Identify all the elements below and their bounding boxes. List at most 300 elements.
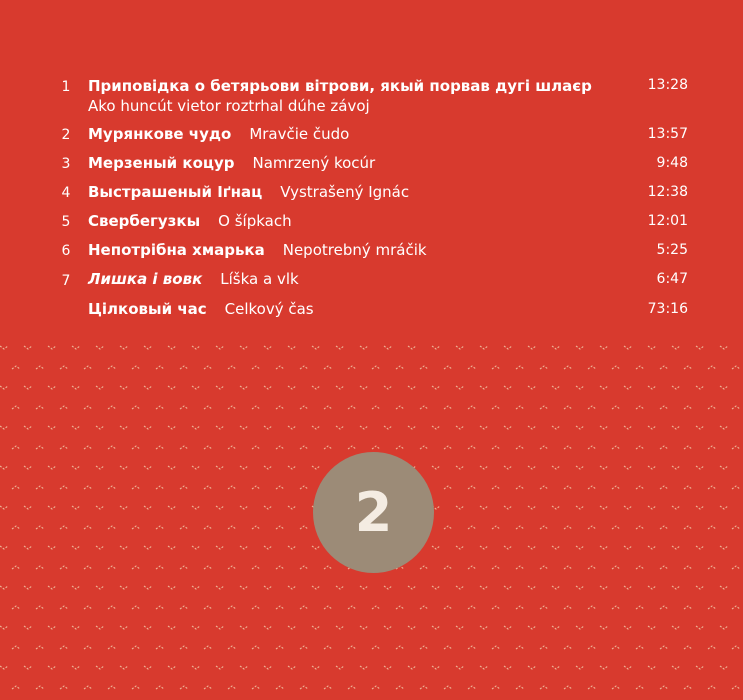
chevron-mark [108, 606, 116, 609]
chevron-mark [672, 626, 680, 629]
chevron-mark [516, 526, 524, 529]
chevron-mark [672, 546, 680, 549]
chevron-mark [732, 406, 740, 409]
chevron-mark [648, 666, 656, 669]
chevron-mark [252, 406, 260, 409]
chevron-mark [132, 686, 140, 689]
chevron-mark [204, 646, 212, 649]
chevron-mark [456, 466, 464, 469]
chevron-mark [648, 426, 656, 429]
chevron-mark [720, 346, 728, 349]
chevron-mark [216, 546, 224, 549]
chevron-mark [492, 446, 500, 449]
chevron-mark [96, 546, 104, 549]
chevron-mark [216, 426, 224, 429]
chevron-mark [420, 686, 428, 689]
chevron-mark [48, 666, 56, 669]
chevron-mark [156, 686, 164, 689]
chevron-mark [492, 526, 500, 529]
chevron-mark [492, 606, 500, 609]
chevron-mark [264, 586, 272, 589]
chevron-mark [228, 526, 236, 529]
chevron-mark [552, 666, 560, 669]
chevron-mark [456, 346, 464, 349]
chevron-mark [432, 626, 440, 629]
chevron-mark [12, 606, 20, 609]
chevron-mark [336, 666, 344, 669]
chevron-mark [360, 626, 368, 629]
chevron-mark [36, 446, 44, 449]
chevron-mark [48, 426, 56, 429]
chevron-mark [120, 666, 128, 669]
chevron-mark [468, 486, 476, 489]
chevron-mark [660, 366, 668, 369]
chevron-mark [348, 366, 356, 369]
track-title-sk: Líška a vlk [220, 270, 299, 288]
chevron-mark [288, 426, 296, 429]
chevron-mark [432, 346, 440, 349]
chevron-mark [72, 426, 80, 429]
chevron-mark [192, 546, 200, 549]
chevron-mark [276, 446, 284, 449]
chevron-mark [0, 586, 8, 589]
chevron-mark [432, 586, 440, 589]
chevron-mark [168, 346, 176, 349]
track-title-sk: O šípkach [218, 212, 292, 230]
chevron-mark [228, 446, 236, 449]
chevron-mark [684, 406, 692, 409]
chevron-mark [264, 426, 272, 429]
chevron-mark [24, 426, 32, 429]
chevron-mark [576, 466, 584, 469]
chevron-mark [132, 446, 140, 449]
chevron-mark [120, 386, 128, 389]
chevron-mark [120, 546, 128, 549]
chevron-mark [540, 686, 548, 689]
chevron-mark [420, 406, 428, 409]
chevron-mark [348, 446, 356, 449]
chevron-mark [132, 606, 140, 609]
chevron-mark [108, 366, 116, 369]
chevron-mark [156, 566, 164, 569]
chevron-mark [624, 386, 632, 389]
chevron-mark [624, 626, 632, 629]
chevron-mark [180, 526, 188, 529]
chevron-mark [540, 366, 548, 369]
chevron-mark [552, 546, 560, 549]
chevron-mark [444, 406, 452, 409]
chevron-mark [384, 626, 392, 629]
chevron-mark [600, 546, 608, 549]
chevron-mark [432, 426, 440, 429]
chevron-mark [384, 586, 392, 589]
chevron-mark [24, 346, 32, 349]
chevron-mark [264, 346, 272, 349]
chevron-mark [444, 686, 452, 689]
chevron-mark [300, 446, 308, 449]
track-title-ua: Мерзеный коцур [88, 154, 235, 172]
chevron-mark [648, 546, 656, 549]
chevron-mark [24, 586, 32, 589]
chevron-mark [480, 586, 488, 589]
chevron-mark [240, 466, 248, 469]
chevron-mark [684, 526, 692, 529]
chevron-mark [528, 586, 536, 589]
chevron-mark [312, 546, 320, 549]
chevron-mark [12, 526, 20, 529]
chevron-mark [84, 366, 92, 369]
chevron-mark [48, 346, 56, 349]
chevron-mark [204, 366, 212, 369]
total-label-sk: Celkový čas [224, 300, 314, 318]
chevron-mark [672, 506, 680, 509]
chevron-mark [240, 626, 248, 629]
chevron-mark [180, 486, 188, 489]
chevron-mark [432, 466, 440, 469]
chevron-mark [252, 486, 260, 489]
chevron-mark [720, 386, 728, 389]
chevron-mark [480, 506, 488, 509]
chevron-mark [252, 526, 260, 529]
chevron-mark [36, 526, 44, 529]
chevron-mark [168, 626, 176, 629]
chevron-mark [420, 606, 428, 609]
chevron-mark [252, 446, 260, 449]
chevron-mark [468, 646, 476, 649]
chevron-mark [612, 366, 620, 369]
chevron-mark [240, 426, 248, 429]
chevron-mark [276, 486, 284, 489]
track-duration: 6:47 [656, 271, 688, 287]
chevron-mark [372, 446, 380, 449]
track-number: 4 [61, 185, 71, 201]
chevron-mark [216, 346, 224, 349]
chevron-mark [588, 406, 596, 409]
chevron-mark [96, 586, 104, 589]
chevron-mark [252, 646, 260, 649]
chevron-mark [564, 606, 572, 609]
chevron-mark [72, 546, 80, 549]
chevron-mark [636, 406, 644, 409]
total-label-ua: Цілковый час [88, 300, 207, 318]
chevron-mark [660, 526, 668, 529]
chevron-mark [12, 446, 20, 449]
chevron-mark [24, 546, 32, 549]
chevron-mark [504, 626, 512, 629]
chevron-mark [120, 586, 128, 589]
track-title-sk: Vystrašený Ignác [280, 183, 410, 201]
chevron-mark [336, 426, 344, 429]
chevron-mark [612, 646, 620, 649]
chevron-mark [504, 586, 512, 589]
chevron-mark [144, 346, 152, 349]
chevron-mark [732, 446, 740, 449]
chevron-mark [636, 526, 644, 529]
chevron-mark [180, 646, 188, 649]
chevron-mark [336, 626, 344, 629]
chevron-mark [696, 426, 704, 429]
chevron-mark [0, 506, 8, 509]
chevron-mark [600, 466, 608, 469]
chevron-mark [228, 606, 236, 609]
chevron-mark [468, 446, 476, 449]
chevron-mark [36, 406, 44, 409]
chevron-mark [264, 506, 272, 509]
chevron-mark [168, 506, 176, 509]
chevron-mark [96, 426, 104, 429]
chevron-mark [444, 446, 452, 449]
chevron-mark [108, 566, 116, 569]
chevron-mark [528, 546, 536, 549]
chevron-mark [252, 566, 260, 569]
chevron-mark [492, 486, 500, 489]
chevron-mark [96, 626, 104, 629]
chevron-mark [132, 526, 140, 529]
chevron-mark [228, 646, 236, 649]
chevron-mark [264, 626, 272, 629]
chevron-mark [288, 466, 296, 469]
chevron-mark [372, 606, 380, 609]
chevron-mark [576, 626, 584, 629]
chevron-mark [48, 466, 56, 469]
chevron-mark [132, 486, 140, 489]
chevron-mark [336, 346, 344, 349]
chevron-mark [324, 366, 332, 369]
chevron-mark [324, 446, 332, 449]
chevron-mark [192, 386, 200, 389]
chevron-mark [60, 526, 68, 529]
chevron-mark [468, 566, 476, 569]
chevron-mark [0, 346, 8, 349]
chevron-mark [228, 686, 236, 689]
chevron-mark [336, 586, 344, 589]
chevron-mark [732, 646, 740, 649]
chevron-mark [228, 486, 236, 489]
chevron-mark [288, 586, 296, 589]
chevron-mark [396, 606, 404, 609]
chevron-mark [120, 506, 128, 509]
track-titles [88, 124, 349, 143]
chevron-mark [564, 446, 572, 449]
chevron-mark [540, 646, 548, 649]
chevron-mark [192, 586, 200, 589]
chevron-mark [660, 446, 668, 449]
chevron-mark [456, 506, 464, 509]
chevron-mark [660, 486, 668, 489]
chevron-mark [216, 506, 224, 509]
chevron-mark [72, 386, 80, 389]
chevron-mark [516, 406, 524, 409]
chevron-mark [336, 386, 344, 389]
chevron-mark [672, 426, 680, 429]
chevron-mark [612, 486, 620, 489]
chevron-mark [672, 346, 680, 349]
chevron-mark [84, 486, 92, 489]
chevron-mark [624, 546, 632, 549]
chevron-mark [720, 626, 728, 629]
chevron-mark [216, 466, 224, 469]
chevron-mark [588, 446, 596, 449]
track-duration: 13:57 [647, 126, 688, 142]
chevron-mark [684, 686, 692, 689]
chevron-mark [732, 606, 740, 609]
chevron-mark [276, 686, 284, 689]
total-labels [88, 299, 314, 318]
chevron-mark [732, 566, 740, 569]
chevron-mark [684, 646, 692, 649]
chevron-mark [300, 486, 308, 489]
chevron-mark [168, 586, 176, 589]
chevron-mark [48, 546, 56, 549]
track-title-ua: Мурянкове чудо [88, 125, 232, 143]
chevron-mark [696, 346, 704, 349]
chevron-mark [636, 486, 644, 489]
chevron-mark [180, 366, 188, 369]
chevron-mark [12, 486, 20, 489]
chevron-mark [312, 386, 320, 389]
track-number: 5 [61, 214, 71, 230]
track-titles [88, 211, 292, 230]
chevron-mark [600, 426, 608, 429]
chevron-mark [276, 606, 284, 609]
chevron-mark [120, 466, 128, 469]
chevron-mark [240, 586, 248, 589]
chevron-mark [132, 366, 140, 369]
chevron-mark [732, 526, 740, 529]
chevron-mark [324, 606, 332, 609]
chevron-mark [528, 506, 536, 509]
track-titles [88, 240, 427, 259]
chevron-mark [504, 466, 512, 469]
chevron-mark [300, 686, 308, 689]
chevron-mark [696, 626, 704, 629]
chevron-mark [60, 566, 68, 569]
track-duration: 12:38 [647, 184, 688, 200]
track-title-ua: Приповідка о бетярьови вітрови, якый порвав дугі шлаєр [88, 77, 592, 95]
chevron-mark [468, 526, 476, 529]
chevron-mark [264, 546, 272, 549]
chevron-mark [504, 666, 512, 669]
chevron-mark [420, 646, 428, 649]
chevron-mark [12, 686, 20, 689]
chevron-mark [720, 666, 728, 669]
chevron-mark [36, 686, 44, 689]
chevron-mark [480, 386, 488, 389]
chevron-mark [300, 366, 308, 369]
chevron-mark [492, 686, 500, 689]
chevron-mark [132, 406, 140, 409]
chevron-mark [192, 426, 200, 429]
chevron-mark [432, 666, 440, 669]
chevron-mark [108, 486, 116, 489]
chevron-mark [576, 426, 584, 429]
chevron-mark [84, 566, 92, 569]
chevron-mark [456, 546, 464, 549]
chevron-mark [504, 346, 512, 349]
chevron-mark [528, 626, 536, 629]
chevron-mark [264, 386, 272, 389]
chevron-mark [480, 546, 488, 549]
chevron-mark [348, 686, 356, 689]
chevron-mark [540, 526, 548, 529]
track-duration: 9:48 [656, 155, 688, 171]
chevron-mark [36, 566, 44, 569]
chevron-mark [696, 506, 704, 509]
chevron-mark [468, 406, 476, 409]
chevron-mark [312, 666, 320, 669]
chevron-mark [612, 606, 620, 609]
chevron-mark [636, 366, 644, 369]
chevron-mark [72, 586, 80, 589]
chevron-mark [384, 666, 392, 669]
chevron-mark [696, 546, 704, 549]
chevron-mark [516, 446, 524, 449]
chevron-mark [216, 666, 224, 669]
chevron-mark [444, 606, 452, 609]
track-title-ua: Свербегузкы [88, 212, 201, 230]
chevron-mark [564, 646, 572, 649]
chevron-mark [252, 366, 260, 369]
chevron-mark [672, 386, 680, 389]
chevron-mark [396, 686, 404, 689]
chevron-mark [528, 346, 536, 349]
chevron-mark [552, 626, 560, 629]
chevron-mark [636, 566, 644, 569]
chevron-mark [120, 426, 128, 429]
chevron-mark [624, 466, 632, 469]
chevron-mark [84, 526, 92, 529]
track-titles [88, 153, 375, 172]
chevron-mark [732, 686, 740, 689]
disc-number: 2 [354, 481, 393, 544]
chevron-mark [384, 346, 392, 349]
chevron-mark [672, 466, 680, 469]
chevron-mark [708, 366, 716, 369]
chevron-mark [288, 386, 296, 389]
chevron-mark [588, 606, 596, 609]
chevron-mark [612, 686, 620, 689]
chevron-mark [552, 386, 560, 389]
chevron-mark [204, 486, 212, 489]
chevron-mark [168, 386, 176, 389]
chevron-mark [708, 446, 716, 449]
chevron-mark [396, 366, 404, 369]
chevron-mark [252, 686, 260, 689]
chevron-mark [168, 426, 176, 429]
chevron-mark [372, 686, 380, 689]
chevron-mark [600, 506, 608, 509]
chevron-mark [372, 646, 380, 649]
chevron-mark [216, 386, 224, 389]
chevron-mark [300, 646, 308, 649]
chevron-mark [144, 586, 152, 589]
chevron-mark [564, 566, 572, 569]
chevron-mark [708, 686, 716, 689]
chevron-mark [156, 526, 164, 529]
chevron-mark [36, 366, 44, 369]
chevron-mark [396, 646, 404, 649]
chevron-mark [588, 646, 596, 649]
chevron-mark [636, 686, 644, 689]
chevron-mark [420, 446, 428, 449]
chevron-mark [516, 486, 524, 489]
chevron-mark [84, 646, 92, 649]
chevron-mark [708, 646, 716, 649]
chevron-mark [516, 646, 524, 649]
chevron-mark [444, 646, 452, 649]
chevron-mark [0, 426, 8, 429]
chevron-mark [204, 606, 212, 609]
